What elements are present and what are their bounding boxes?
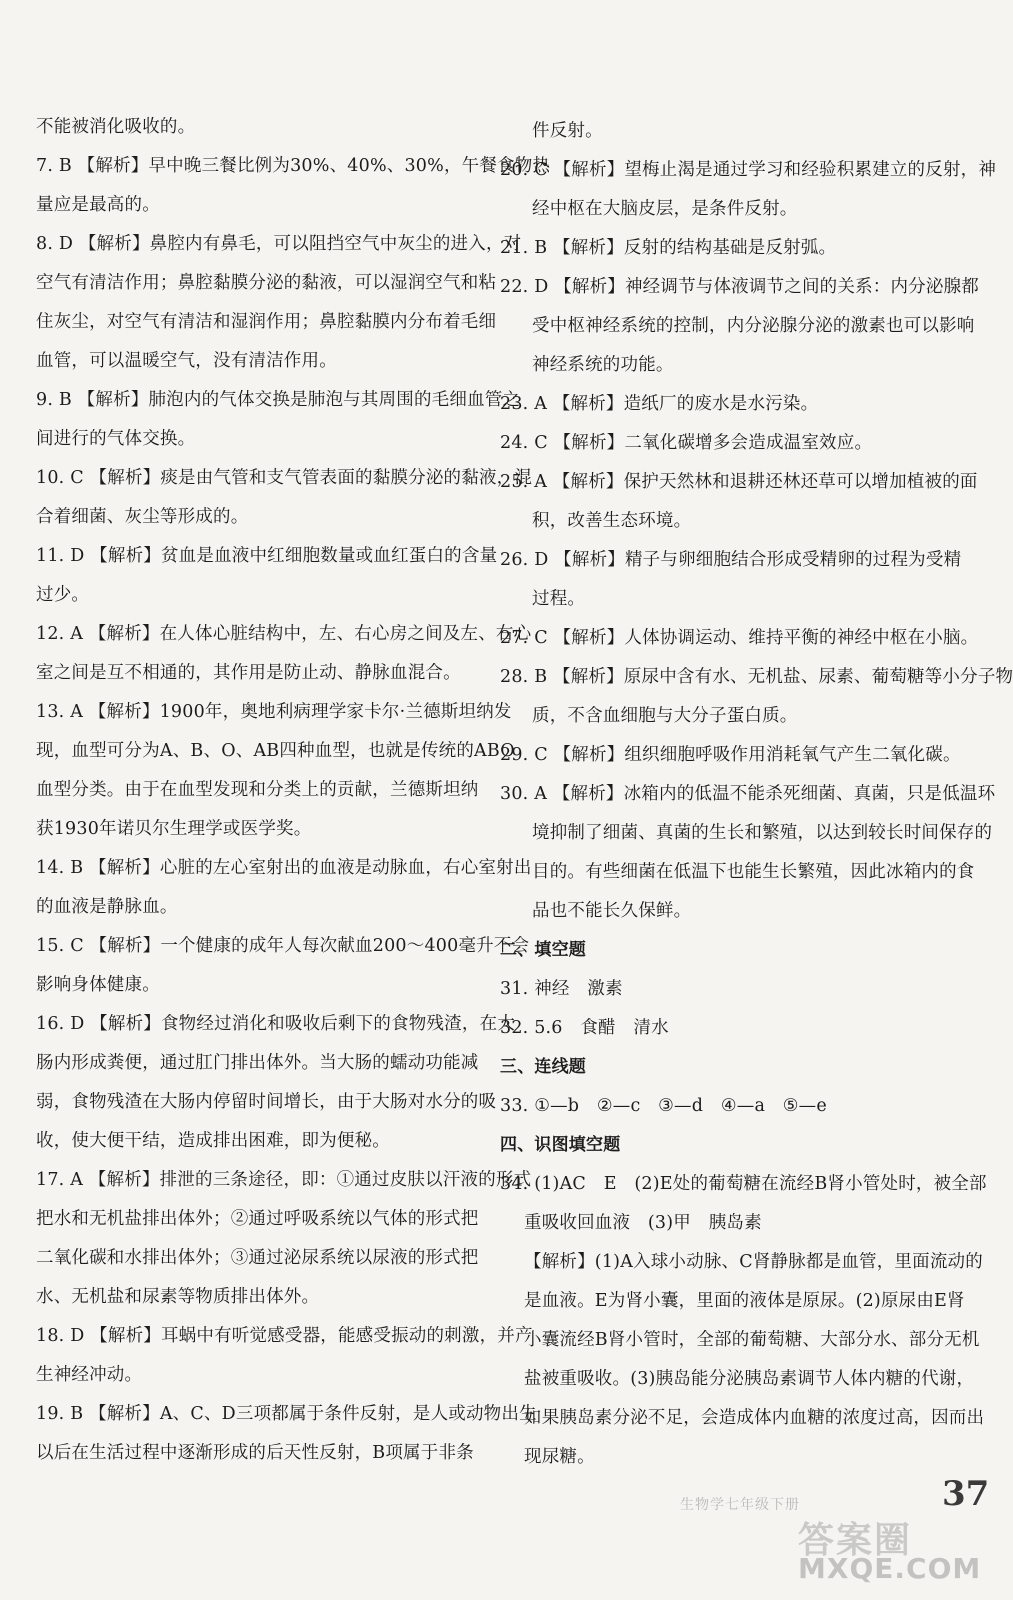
text-line: 弱，食物残渣在大肠内停留时间增长，由于大肠对水分的吸 xyxy=(36,1092,497,1112)
text-line: 过少。 xyxy=(36,585,90,605)
text-line: 20. C 【解析】望梅止渴是通过学习和经验积累建立的反射，神 xyxy=(500,160,997,180)
text-line: 品也不能长久保鲜。 xyxy=(532,901,692,921)
section-heading: 二、填空题 xyxy=(500,940,586,960)
text-line: 的血液是静脉血。 xyxy=(36,897,178,917)
text-line: 24. C 【解析】二氧化碳增多会造成温室效应。 xyxy=(500,433,873,453)
text-line: 件反射。 xyxy=(532,121,603,141)
section-heading: 四、识图填空题 xyxy=(500,1135,621,1155)
text-line: 25. A 【解析】保护天然林和退耕还林还草可以增加植被的面 xyxy=(500,472,978,492)
text-line: 目的。有些细菌在低温下也能生长繁殖，因此冰箱内的食 xyxy=(532,862,975,882)
text-line: 13. A 【解析】1900年，奥地利病理学家卡尔·兰德斯坦纳发 xyxy=(36,702,512,722)
text-line: 14. B 【解析】心脏的左心室射出的血液是动脉血，右心室射出 xyxy=(36,858,532,878)
text-line: 量应是最高的。 xyxy=(36,195,160,215)
text-line: 9. B 【解析】肺泡内的气体交换是肺泡与其周围的毛细血管之 xyxy=(36,390,521,410)
text-line: 把水和无机盐排出体外；②通过呼吸系统以气体的形式把 xyxy=(36,1209,479,1229)
text-line: 收，使大便干结，造成排出困难，即为便秘。 xyxy=(36,1131,390,1151)
watermark-url: MXQE.COM xyxy=(798,1552,982,1585)
watermark xyxy=(798,1512,982,1585)
text-line: 室之间是互不相通的，其作用是防止动、静脉血混合。 xyxy=(36,663,461,683)
text-line: 16. D 【解析】食物经过消化和吸收后剩下的食物残渣，在大 xyxy=(36,1014,515,1034)
text-line: 12. A 【解析】在人体心脏结构中，左、右心房之间及左、右心 xyxy=(36,624,532,644)
text-line: 神经系统的功能。 xyxy=(532,355,674,375)
text-line: 30. A 【解析】冰箱内的低温不能杀死细菌、真菌，只是低温环 xyxy=(500,784,996,804)
watermark-logo: 答案圈 xyxy=(798,1520,913,1561)
text-line: 7. B 【解析】早中晚三餐比例为30%、40%、30%，午餐食物热 xyxy=(36,156,551,176)
text-line: 境抑制了细菌、真菌的生长和繁殖，以达到较长时间保存的 xyxy=(532,823,993,843)
text-line: 10. C 【解析】痰是由气管和支气管表面的黏膜分泌的黏液，混 xyxy=(36,468,533,488)
text-line: 28. B 【解析】原尿中含有水、无机盐、尿素、葡萄糖等小分子物 xyxy=(500,667,1013,687)
right-column xyxy=(500,112,1013,1477)
text-line: 11. D 【解析】贫血是血液中红细胞数量或血红蛋白的含量 xyxy=(36,546,498,566)
text-line: 盐被重吸收。(3)胰岛能分泌胰岛素调节人体内糖的代谢， xyxy=(524,1369,975,1389)
text-line: 27. C 【解析】人体协调运动、维持平衡的神经中枢在小脑。 xyxy=(500,628,979,648)
text-line: 26. D 【解析】精子与卵细胞结合形成受精卵的过程为受精 xyxy=(500,550,962,570)
footer-subject: 生物学七年级下册 xyxy=(680,1497,800,1513)
text-line: 不能被消化吸收的。 xyxy=(36,117,196,137)
text-line: 影响身体健康。 xyxy=(36,975,160,995)
text-line: 22. D 【解析】神经调节与体液调节之间的关系：内分泌腺都 xyxy=(500,277,979,297)
text-line: 获1930年诺贝尔生理学或医学奖。 xyxy=(36,819,312,839)
text-line: 合着细菌、灰尘等形成的。 xyxy=(36,507,249,527)
text-line: 34. (1)AC E (2)E处的葡萄糖在流经B肾小管处时，被全部 xyxy=(500,1174,987,1194)
text-line: 【解析】(1)A入球小动脉、C肾静脉都是血管，里面流动的 xyxy=(524,1252,983,1272)
text-line: 受中枢神经系统的控制，内分泌腺分泌的激素也可以影响 xyxy=(532,316,975,336)
text-line: 质，不含血细胞与大分子蛋白质。 xyxy=(532,706,798,726)
text-line: 31. 神经 激素 xyxy=(500,979,623,999)
page-number: 37 xyxy=(942,1474,990,1514)
text-line: 空气有清洁作用；鼻腔黏膜分泌的黏液，可以湿润空气和粘 xyxy=(36,273,497,293)
text-line: 肠内形成粪便，通过肛门排出体外。当大肠的蠕动功能减 xyxy=(36,1053,479,1073)
text-line: 二氧化碳和水排出体外；③通过泌尿系统以尿液的形式把 xyxy=(36,1248,479,1268)
text-line: 现尿糖。 xyxy=(524,1447,595,1467)
text-line: 17. A 【解析】排泄的三条途径，即：①通过皮肤以汗液的形式 xyxy=(36,1170,532,1190)
text-line: 32. 5.6 食醋 清水 xyxy=(500,1018,669,1038)
text-line: 过程。 xyxy=(532,589,586,609)
text-line: 是血液。E为肾小囊，里面的液体是原尿。(2)原尿由E肾 xyxy=(524,1291,965,1311)
text-line: 15. C 【解析】一个健康的成年人每次献血200～400毫升不会 xyxy=(36,936,530,956)
page-footer xyxy=(680,1474,990,1585)
text-line: 生神经冲动。 xyxy=(36,1365,143,1385)
section-heading: 三、连线题 xyxy=(500,1057,586,1077)
text-line: 现，血型可分为A、B、O、AB四种血型，也就是传统的ABO xyxy=(36,741,515,761)
text-line: 住灰尘，对空气有清洁和湿润作用；鼻腔黏膜内分布着毛细 xyxy=(36,312,497,332)
text-line: 23. A 【解析】造纸厂的废水是水污染。 xyxy=(500,394,819,414)
text-line: 积，改善生态环境。 xyxy=(532,511,692,531)
text-line: 19. B 【解析】A、C、D三项都属于条件反射，是人或动物出生 xyxy=(36,1404,537,1424)
text-line: 以后在生活过程中逐渐形成的后天性反射，B项属于非条 xyxy=(36,1443,474,1463)
text-line: 经中枢在大脑皮层，是条件反射。 xyxy=(532,199,798,219)
text-line: 小囊流经B肾小管时，全部的葡萄糖、大部分水、部分无机 xyxy=(524,1330,980,1350)
text-line: 血管，可以温暖空气，没有清洁作用。 xyxy=(36,351,337,371)
text-line: 如果胰岛素分泌不足，会造成体内血糖的浓度过高，因而出 xyxy=(524,1408,985,1428)
text-line: 间进行的气体交换。 xyxy=(36,429,196,449)
text-line: 重吸收回血液 (3)甲 胰岛素 xyxy=(524,1213,762,1233)
text-line: 8. D 【解析】鼻腔内有鼻毛，可以阻挡空气中灰尘的进入，对 xyxy=(36,234,522,254)
text-line: 水、无机盐和尿素等物质排出体外。 xyxy=(36,1287,320,1307)
text-line: 血型分类。由于在血型发现和分类上的贡献，兰德斯坦纳 xyxy=(36,780,479,800)
text-line: 21. B 【解析】反射的结构基础是反射弧。 xyxy=(500,238,837,258)
text-line: 18. D 【解析】耳蜗中有听觉感受器，能感受振动的刺激，并产 xyxy=(36,1326,533,1346)
text-line: 29. C 【解析】组织细胞呼吸作用消耗氧气产生二氧化碳。 xyxy=(500,745,961,765)
text-line: 33. ①—b ②—c ③—d ④—a ⑤—e xyxy=(500,1096,827,1116)
